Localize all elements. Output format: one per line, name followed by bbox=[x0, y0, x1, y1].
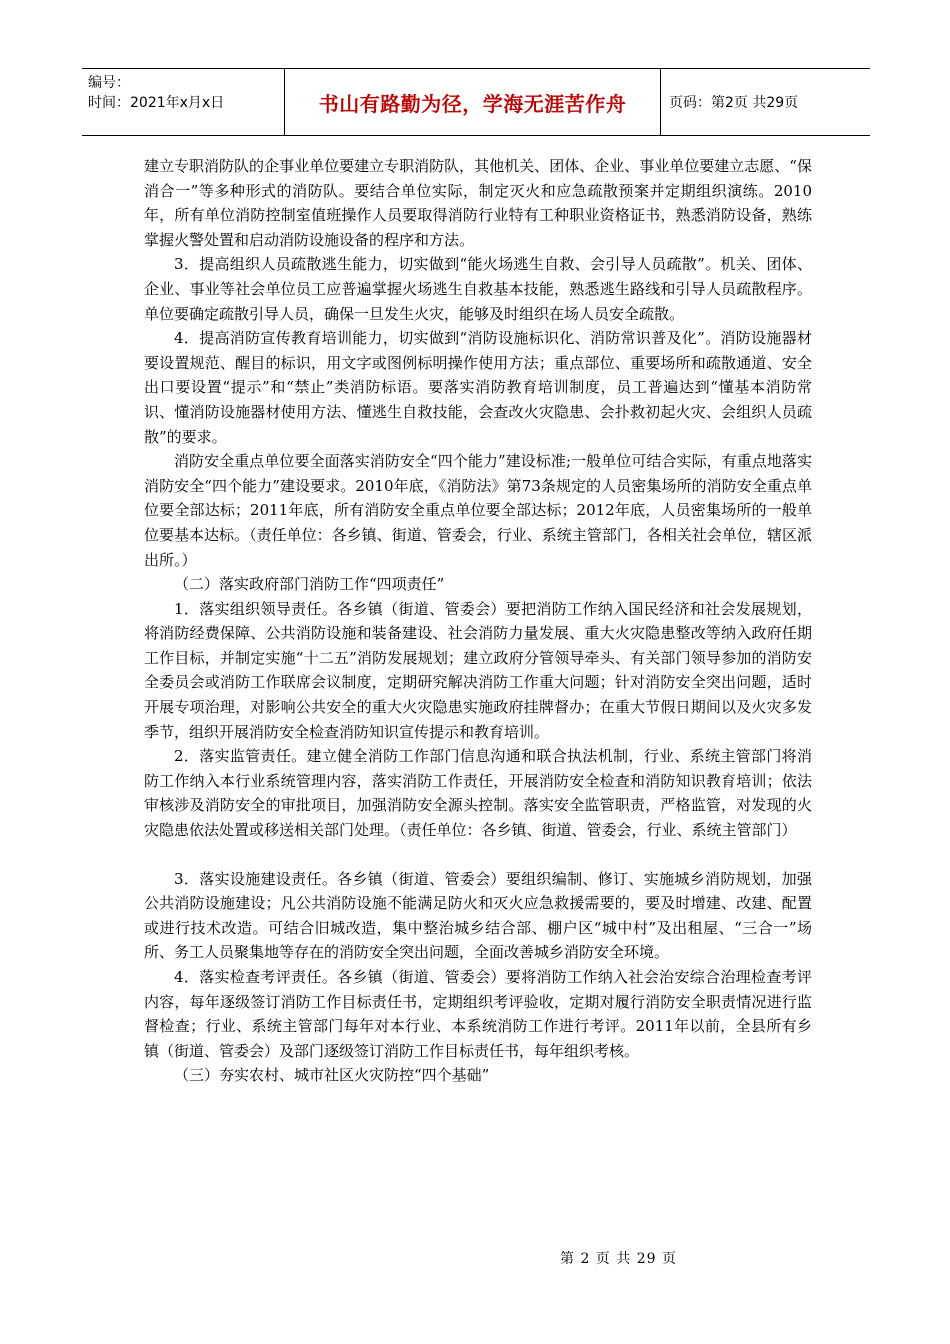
body-paragraph: 消防安全重点单位要全面落实消防安全“四个能力”建设标准;一般单位可结合实际，有重点地落实消防安全“四个能力”建设要求。2010年底，《消防法》第73条规定的人员密集场所的消防安全重点单位要全部达标；2011年底，所有消防安全重点单位要全部达标；2012年底，人员密集场所的一般单位要基本达标。（责任单位：各乡镇、街道、管委会，行业、系统主管部门，各相关社会单位，辖区派出所。） bbox=[144, 452, 812, 569]
body-paragraph: 4．提高消防宣传教育培训能力，切实做到“消防设施标识化、消防常识普及化”。消防设施器材要设置规范、醒目的标识，用文字或图例标明操作使用方法；重点部位、重要场所和疏散通道、安全出口要设置“提示”和“禁止”类消防标语。要落实消防教育培训制度，员工普遍达到“懂基本消防常识、懂消防设施器材使用方法、懂逃生自救技能，会查改火灾隐患、会扑救初起火灾、会组织人员疏散”的要求。 bbox=[144, 329, 812, 446]
document-body bbox=[144, 154, 812, 1088]
body-paragraph: 3．提高组织人员疏散逃生能力，切实做到“能火场逃生自救、会引导人员疏散”。机关、团体、企业、事业等社会单位员工应普遍掌握火场逃生自救基本技能，熟悉逃生路线和引导人员疏散程序。单位要确定疏散引导人员，确保一旦发生火灾，能够及时组织在场人员安全疏散。 bbox=[144, 255, 812, 323]
page-footer: 第 2 页 共 29 页 bbox=[560, 1251, 677, 1267]
header-page-info: 页码：第2页 共29页 bbox=[669, 95, 799, 111]
header-motto: 书山有路勤为径，学海无涯苦作舟 bbox=[285, 69, 661, 135]
section-heading: （二）落实政府部门消防工作“四项责任” bbox=[174, 575, 445, 594]
body-paragraph: 2．落实监管责任。建立健全消防工作部门信息沟通和联合执法机制，行业、系统主管部门将消防工作纳入本行业系统管理内容，落实消防工作责任，开展消防安全检查和消防知识教育培训；依法审核涉及消防安全的审批项目，加强消防安全源头控制。落实安全监管职责，严格监管，对发现的火灾隐患依法处置或移送相关部门处理。（责任单位：各乡镇、街道、管委会，行业、系统主管部门） bbox=[144, 747, 812, 840]
body-paragraph: 1．落实组织领导责任。各乡镇（街道、管委会）要把消防工作纳入国民经济和社会发展规划，将消防经费保障、公共消防设施和装备建设、社会消防力量发展、重大火灾隐患整改等纳入政府任期工作目标，并制定实施“十二五”消防发展规划；建立政府分管领导牵头、有关部门领导参加的消防安全委员会或消防工作联席会议制度，定期研究解决消防工作重大问题；针对消防安全突出问题，适时开展专项治理，对影响公共安全的重大火灾隐患实施政府挂牌督办；在重大节假日期间以及火灾多发季节，组织开展消防安全检查消防知识宣传提示和教育培训。 bbox=[144, 599, 812, 741]
body-paragraph: 3．落实设施建设责任。各乡镇（街道、管委会）要组织编制、修订、实施城乡消防规划，加强公共消防设施建设；凡公共消防设施不能满足防火和灭火应急救援需要的，要及时增建、改建、配置或进行技术改造。可结合旧城改造，集中整治城乡结合部、棚户区“城中村”及出租屋、“三合一”场所、务工人员聚集地等存在的消防安全突出问题，全面改善城乡消防安全环境。 bbox=[144, 869, 812, 962]
body-paragraph: 4．落实检查考评责任。各乡镇（街道、管委会）要将消防工作纳入社会治安综合治理检查考评内容，每年逐级签订消防工作目标责任书，定期组织考评验收，定期对履行消防安全职责情况进行监督检查；行业、系统主管部门每年对本行业、本系统消防工作进行考评。2011年以前，全县所有乡镇（街道、管委会）及部门逐级签订消防工作目标责任书，每年组织考核。 bbox=[144, 968, 812, 1060]
section-heading: （三）夯实农村、城市社区火灾防控“四个基础” bbox=[174, 1066, 490, 1085]
document-time-label: 时间：2021年x月x日 bbox=[88, 95, 225, 111]
body-paragraph: 建立专职消防队的企事业单位要建立专职消防队，其他机关、团体、企业、事业单位要建立志愿、“保消合一”等多种形式的消防队。要结合单位实际，制定灭火和应急疏散预案并定期组织演练。2010年，所有单位消防控制室值班操作人员要取得消防行业特有工种职业资格证书，熟悉消防设备，熟练掌握火警处置和启动消防设施设备的程序和方法。 bbox=[144, 157, 812, 249]
blank-line bbox=[144, 843, 812, 867]
page-header bbox=[82, 68, 870, 136]
header-meta-cell bbox=[82, 69, 285, 135]
document-number-label: 编号： bbox=[88, 75, 130, 91]
